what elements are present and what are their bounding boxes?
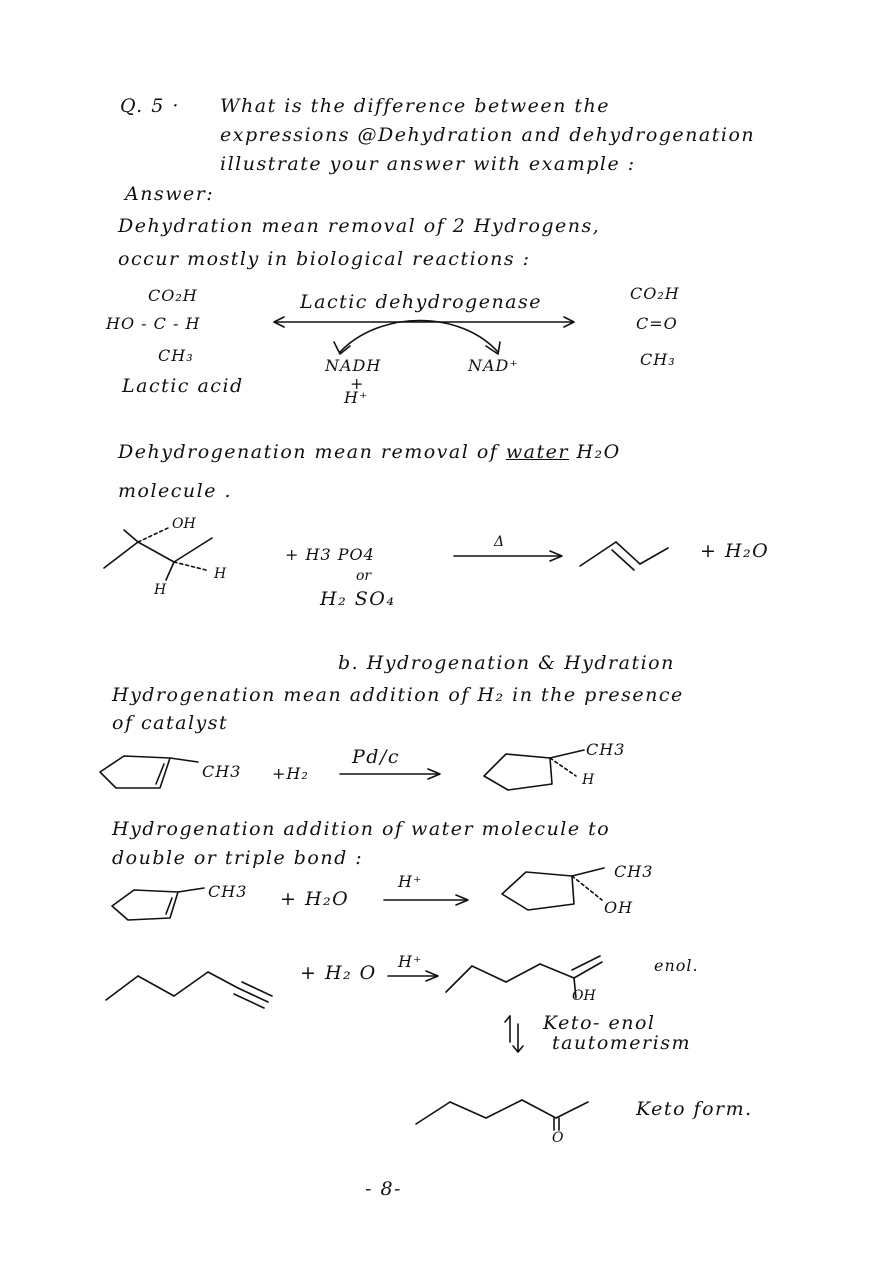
enzyme-label: Lactic dehydrogenase [300,291,543,313]
alkyne-water: + H₂ O [300,962,377,984]
heat-symbol: Δ [494,534,505,550]
catalyst-label: Pd/c [352,746,400,768]
hydration-line-1: Hydrogenation addition of water molecule to [112,818,611,840]
nadh-label: NADH [325,356,382,375]
question-line-2: expressions @Dehydration and dehydrogenation [220,124,756,146]
lactic-reactant-bottom: CH₃ [158,346,194,365]
alcohol-h-right: H [214,566,227,582]
pyruvate-top: CO₂H [630,284,680,303]
tautomerism-line-2: tautomerism [552,1032,691,1054]
lactic-acid-label: Lactic acid [122,375,244,397]
methylcyclopentene [94,748,204,798]
dehydration-line-1: Dehydration mean removal of 2 Hydrogens, [118,215,601,237]
keto-form-label: Keto form. [636,1098,753,1120]
hydration-ch3-left: CH3 [208,882,248,901]
h-plus-label: H⁺ [344,388,369,407]
answer-label: Answer: [125,183,215,205]
page-number: - 8- [365,1178,402,1200]
dehydrogenation-line-1 [118,441,621,463]
question-line-1: What is the difference between the [220,95,611,117]
hydration-line-2: double or triple bond : [112,847,364,869]
lactic-reactant-top: CO₂H [148,286,198,305]
hydration-methylcyclopentene [108,880,218,930]
elimination-arrow [450,548,570,568]
water-product: + H₂O [700,540,770,562]
hydrogenation-ch3-left: CH3 [202,762,242,781]
h-plus-top: + [350,374,365,393]
pyruvate-bottom: CH₃ [640,350,676,369]
reagent-phosphoric: + H3 PO4 [285,545,375,564]
dehydration-line-2: occur mostly in biological reactions : [118,248,531,270]
hydration-oh-right: OH [604,898,634,917]
water-word: water [505,441,569,463]
alkyne-skeleton [104,962,284,1012]
hydrogenation-h-right: H [582,772,595,788]
dehydrogenation-line-2: molecule . [118,480,233,502]
hydration-water: + H₂O [280,888,350,910]
hydrogenation-ch3-right: CH3 [586,740,626,759]
pyruvate-mid: C=O [636,314,678,333]
enol-label: enol. [654,956,699,975]
section-b-title: b. Hydrogenation & Hydration [338,652,675,674]
ketone-skeleton [414,1094,594,1134]
question-line-3: illustrate your answer with example : [220,153,636,175]
hydration-acid: H⁺ [398,872,423,891]
hydration-ch3-right: CH3 [614,862,654,881]
alkyne-acid: H⁺ [398,952,423,971]
tautomerism-line-1: Keto- enol [543,1012,656,1034]
hydrogenation-line-1: Hydrogenation mean addition of H₂ in the presence [112,684,684,706]
alkyne-arrow [386,968,446,988]
water-formula: H₂O [576,441,621,463]
nad-label: NAD⁺ [468,356,519,375]
tautomerism-arrows [500,1012,530,1062]
reagent-sulfuric: H₂ SO₄ [320,588,396,610]
methylcyclopentane [480,746,590,796]
hydrogenation-arrow [336,766,446,786]
ketone-oxygen: O [552,1130,564,1146]
hydrogenation-line-2: of catalyst [112,712,229,734]
enzyme-arrow [270,316,580,376]
hydration-arrow [380,892,480,912]
hydrogen-reagent: +H₂ [272,764,309,783]
enol-oh: OH [572,988,596,1004]
reagent-or: or [356,568,372,584]
alcohol-oh: OH [172,516,196,532]
question-number: Q. 5 · [120,95,180,117]
lactic-reactant-mid: HO - C - H [106,314,201,333]
dehydrogenation-text: Dehydrogenation mean removal of [118,441,499,463]
alkene-skeleton [578,530,678,580]
methylcyclopentanol [498,864,618,920]
alcohol-h-bottom: H [154,582,167,598]
